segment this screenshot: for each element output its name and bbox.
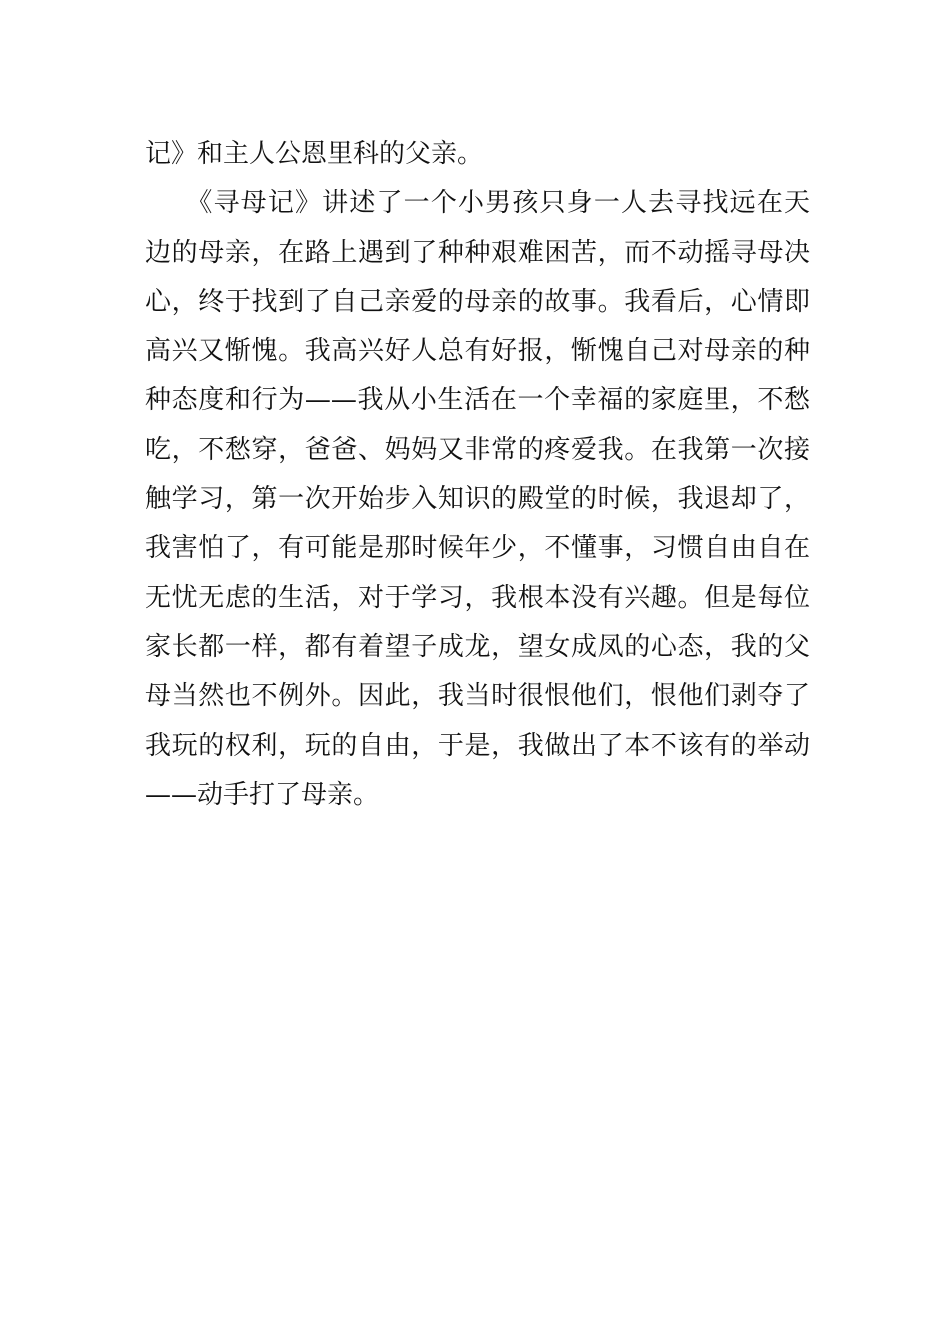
text-line: 边的母亲，在路上遇到了种种艰难困苦，而不动摇寻母决 — [145, 237, 810, 268]
text-line: 母当然也不例外。因此，我当时很恨他们，恨他们剥夺了 — [145, 681, 810, 712]
text-line: 触学习，第一次开始步入知识的殿堂的时候，我退却了， — [145, 484, 810, 515]
text-line: 记》和主人公恩里科的父亲。 — [145, 139, 484, 169]
text-line: 我害怕了，有可能是那时候年少，不懂事，习惯自由自在 — [145, 533, 810, 564]
text-line: ——动手打了母亲。 — [145, 779, 380, 810]
text-line: 高兴又惭愧。我高兴好人总有好报，惭愧自己对母亲的种 — [145, 336, 810, 367]
text-line: 家长都一样，都有着望子成龙，望女成凤的心态，我的父 — [145, 631, 810, 662]
text-line: 无忧无虑的生活，对于学习，我根本没有兴趣。但是每位 — [145, 582, 810, 613]
body-text — [145, 130, 810, 820]
text-line: 吃，不愁穿，爸爸、妈妈又非常的疼爱我。在我第一次接 — [145, 434, 810, 465]
text-line: 心，终于找到了自己亲爱的母亲的故事。我看后，心情即 — [145, 286, 810, 317]
text-line: 我玩的权利，玩的自由，于是，我做出了本不该有的举动 — [145, 730, 810, 761]
text-line: 种态度和行为——我从小生活在一个幸福的家庭里，不愁 — [145, 385, 810, 416]
text-line: 《寻母记》讲述了一个小男孩只身一人去寻找远在天 — [145, 188, 810, 219]
